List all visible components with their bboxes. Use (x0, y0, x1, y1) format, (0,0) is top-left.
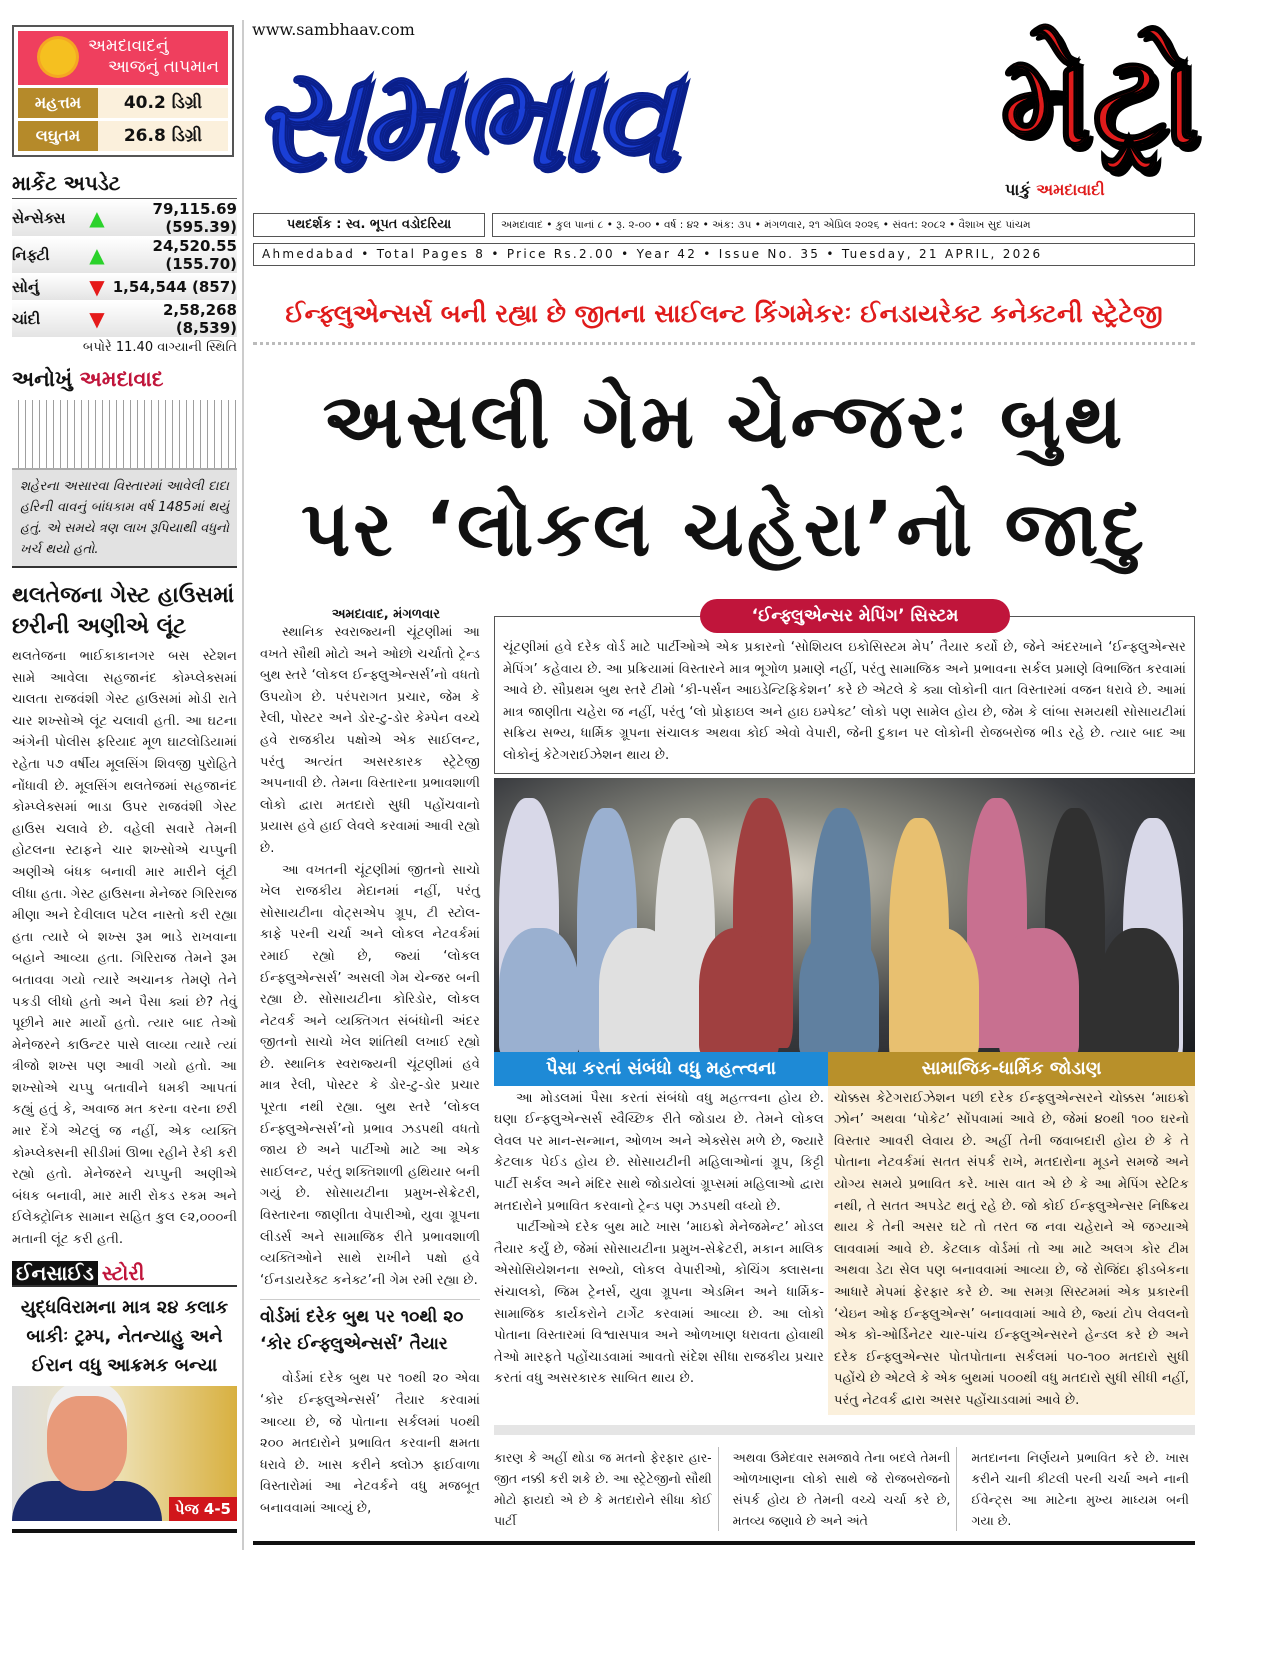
bottom-columns (494, 1425, 1195, 1531)
market-value: 1,54,544 (857) (112, 278, 237, 296)
market-row (12, 237, 237, 273)
dotted-divider (253, 342, 1195, 345)
trump-photo (12, 1386, 237, 1521)
min-value: 26.8 ડિગ્રી (123, 126, 203, 146)
page-ref[interactable]: પેજ 4-5 (169, 1497, 237, 1521)
max-temp-row (18, 88, 228, 118)
logo-sambhaav: સમભાવ (250, 38, 672, 201)
paragraph: આ મોડલમાં પૈસા કરતાં સંબંધો વધુ મહત્ત્વના હોય છે. ઘણા ઈન્ફ્લુએન્સર્સ સ્વૈચ્છિક રીતે જોડાય છે. તેમને લોકલ લેવલ પર માન-સન્માન, ઓળખ અને એક્સેસ મળે છે, જ્યારે કેટલાક પેઈડ હોય છે. સોસાયટીની મહિલાઓનાં ગ્રૂપ, કિટ્ટી પાર્ટી સર્કલ અને મંદિર સાથે જોડાયેલાં ગ્રૂપ્સમાં મહિલાઓ દ્વારા મતદારોને પ્રભાવિત કરવાનો ટ્રેન્ડ પણ ઝડપથી વધ્યો છે. (494, 1090, 824, 1214)
temp-title-2: આજનું તાપમાન (108, 57, 220, 77)
market-title: માર્કેટ અપડેટ (12, 171, 237, 199)
market-row (12, 200, 237, 236)
tagline-black: પાકું (1005, 180, 1031, 199)
photo-person (899, 928, 979, 1052)
section-header-relations: પૈસા કરતાં સંબંધો વધુ મહત્ત્વના (494, 1052, 828, 1086)
logo-metro: મેટ્રો (1000, 24, 1200, 176)
bottom-paragraph: મતદાનના નિર્ણયને પ્રભાવિત કરે છે. ખાસ કરીને ચાની કીટલી પરની ચર્ચા અને નાની ઈવેન્ટ્સ આ માટેના મુખ્ય માધ્યમ બની ગયા છે. (971, 1450, 1190, 1529)
inside-story (12, 1261, 237, 1521)
temp-title-1: અમદાવાદનું (88, 36, 169, 56)
thaltej-story (12, 580, 237, 1251)
inside-headline[interactable]: યુદ્ધવિરામના માત્ર ૨૪ કલાક બાકીઃ ટ્રમ્પ, નેતન્યાહુ અને ઈરાન વધુ આક્રમક બન્યા (20, 1296, 229, 1376)
thaltej-body: થલતેજના ભાઈકાકાનગર બસ સ્ટેશન સામે આવેલા સહજાનંદ કોમ્પ્લેક્સમાં ચાલતા રાજવંશી ગેસ્ટ હાઉસમાં મોડી રાતે ચાર શખ્સોએ લૂંટ ચલાવી હતી. આ ઘટના અંગેની પોલીસ ફરિયાદ મૂળ ઘાટલોડિયામાં રહેતા ૫૭ વર્ષીય મૂલસિંગ શિવજી પુરોહિતે નોંધાવી છે. મૂલસિંગ થલતેજમાં સહજાનંદ કોમ્પ્લેક્સમાં ભાડા ઉપર રાજવંશી ગેસ્ટ હાઉસ ચલાવે છે. વહેલી સવારે તેમની હોટલના સ્ટાફને ચાર શખ્સોએ ચપ્પુની અણીએ બંધક બનાવી માર મારીને લૂંટી લીધા હતા. ગેસ્ટ હાઉસના મેનેજર ગિરિરાજ મીણા અને દેવીલાલ પટેલ નાસ્તો કરી રહ્યા હતા ત્યારે બે શખ્સ રૂમ ભાડે રાખવાના બહાને આવ્યા હતા. ગિરિરાજ તેમને રૂમ બતાવવા ગયો ત્યારે અચાનક તેમણે તેને પકડી લીધો હતો અને પૈસા ક્યાં છે? તેવું પૂછીને માર માર્યો હતો. ત્યાર બાદ તેઓ મેનેજરને કાઉન્ટર પાસે લાવ્યા ત્યારે ત્યાં ત્રીજો શખ્સ પણ આવી ગયો હતો. આ શખ્સોએ ચપ્પુ બતાવીને ધમકી આપતાં કહ્યું હતું કે, અવાજ મત કરના વરના છરી માર દેંગે એટલું જ નહીં, એક વ્યક્તિ કોમ્પ્લેક્સની સીડીમાં ઊભા રહીને રેકી કરી રહ્યો હતો. મેનેજરને ચપ્પુની અણીએ બંધક બનાવી, માર મારી રોકડ રકમ અને ઈલેક્ટ્રોનિક સામાન સહિત કુલ ૯૨,૦૦૦ની મતાની લૂંટ કરી હતી. (12, 649, 237, 1248)
lead-paragraph: વોર્ડમાં દરેક બુથ પર ૧૦થી ૨૦ એવા ‘કોર ઈન્ફ્લુએન્સર્સ’ તૈયાર કરવામાં આવ્યા છે, જે પોતાના સર્કલમાં ૫૦થી ૨૦૦ મતદારોને પ્રભાવિત કરવાની ક્ષમતા ધરાવે છે. ખાસ કરીને ક્લોઝ ફાઈવાળા વિસ્તારોમાં આ નેટવર્કને વધુ મજબૂત બનાવવામાં આવ્યું છે, (260, 1371, 480, 1516)
lead-story (253, 298, 1195, 1545)
anokhu-title-red: અમદાવાદ (79, 367, 164, 391)
lead-headline[interactable] (253, 367, 1195, 583)
lead-subhead: વોર્ડમાં દરેક બુથ પર ૧૦થી ૨૦ ‘કોર ઈન્ફ્લુએન્સર્સ’ તૈયાર (260, 1299, 480, 1358)
inside-tag-red: સ્ટોરી (101, 1260, 145, 1285)
market-row (12, 301, 237, 337)
photo-person (499, 928, 579, 1052)
photo-person (699, 928, 779, 1052)
headline-line-2: પર ‘લોકલ ચહેરા’નો જાદુ (300, 484, 1148, 573)
inside-story-tag (12, 1261, 237, 1287)
footer-rule (253, 1541, 1195, 1545)
headline-line-1: અસલી ગેમ ચેન્જરઃ બુથ (322, 376, 1126, 465)
bottom-paragraph: અથવા ઉમેદવાર સમજાવે તેના બદલે તેમની ઓળખાણના લોકો સાથે જે રોજબરોજનો સંપર્ક હોય છે તેમની વચ્ચે ચર્ચા કરે છે, મતવ્ય જણાવે છે અને અંતે (733, 1447, 958, 1531)
anokhu-amdavad (12, 367, 237, 568)
dateline: અમદાવાદ, મંગળવાર (331, 607, 440, 622)
english-issue-info: Ahmedabad • Total Pages 8 • Price Rs.2.00 • Year 42 • Issue No. 35 • Tuesday, 21 APRIL, 2026 (253, 243, 1195, 266)
section-header-social: સામાજિક-ધાર્મિક જોડાણ (828, 1052, 1195, 1086)
paragraph: પાર્ટીઓએ દરેક બુથ માટે ખાસ ‘માઇક્રો મેનેજમેન્ટ’ મોડલ તૈયાર કર્યું છે, જેમાં સોસાયટીના પ્રમુખ-સેક્રેટરી, મકાન માલિક એસોસિયેશનના સભ્યો, લોકલ વેપારીઓ, કોચિંગ ક્લાસના સંચાલકો, જિમ ટ્રેનર્સ, યુવા ગ્રૂપના એડમિન અને ધાર્મિક-સામાજિક કાર્યકરોને ટાર્ગેટ કરવામાં આવ્યા છે. આ લોકો પોતાના વિસ્તારમાં વિશ્વાસપાત્ર અને ઓળખાણ ધરાવતા હોવાથી તેઓ મારફતે પહોંચાડવામાં આવતો સંદેશ સીધા રાજકીય પ્રચાર કરતાં વધુ અસરકારક સાબિત થાય છે. (494, 1220, 824, 1387)
lead-subheadline: ઈન્ફ્લુએન્સર્સ બની રહ્યા છે જીતના સાઈલન્ટ કિંગમેકરઃ ઈનડાયરેક્ટ કનેક્ટની સ્ટ્રેટેજી (285, 299, 1163, 328)
min-temp-row (18, 121, 228, 151)
market-value: 79,115.69 (595.39) (152, 200, 237, 236)
footer-rule-left (12, 1529, 237, 1533)
social-column: ચોક્કસ કેટેગરાઈઝેશન પછી દરેક ઈન્ફ્લુએન્સરને ચોક્કસ ‘માઇક્રો ઝોન’ અથવા ‘પોકેટ’ સોંપવામાં આવે છે, જેમાં ૪૦થી ૧૦૦ ઘરનો વિસ્તાર આવરી લેવાય છે. અહીં તેની જવાબદારી હોય છે કે તે પોતાના નેટવર્કમાં સતત સંપર્ક રાખે, મતદારોના મૂડને સમજે અને યોગ્ય સમયે પ્રભાવિત કરે. ખાસ વાત એ છે કે આ મેપિંગ સ્ટેટિક નથી, તે સતત અપડેટ થતું રહે છે. જો કોઈ ઈન્ફ્લુએન્સર નિષ્ક્રિય થાય કે તેની અસર ઘટે તો તરત જ નવા ચહેરાને એ જગ્યાએ લાવવામાં આવે છે. કેટલાક વોર્ડમાં તો આ માટે અલગ કોર ટીમ અથવા ડેટા સેલ પણ બનાવવામાં આવ્યા છે, જે રોજિંદા ફીડબેકના આધારે મેપમાં ફેરફાર કરે છે. આ સમગ્ર સિસ્ટમમાં એક પ્રકારની ‘ચેઇન ઓફ ઈન્ફ્લુએન્સ’ બનાવવામાં આવે છે, જ્યાં ટોપ લેવલનો એક કો-ઓર્ડિનેટર ચાર-પાંચ ઈન્ફ્લુએન્સરને હેન્ડલ કરે છે અને દરેક ઈન્ફ્લુએન્સર પોતપોતાના સર્કલમાં ૫૦-૧૦૦ મતદારો સુધી પહોંચે છે એટલે કે એક બુથમાં ૫૦૦થી વધુ મતદારો સુધી સીધી નહીં, પરંતુ નેટવર્ક દ્વારા અસર પહોંચાડવામાં આવે છે. (834, 1090, 1189, 1408)
skyline-illustration (12, 400, 237, 470)
market-name: ચાંદી (12, 310, 41, 328)
lead-body (253, 599, 1195, 1531)
tagline-red: અમદાવાદી (1036, 180, 1105, 199)
market-name: સોનું (12, 278, 40, 296)
sun-icon (40, 39, 76, 75)
photo-person (999, 928, 1079, 1052)
sub-columns (494, 1052, 1195, 1416)
temperature-header (18, 31, 228, 85)
lead-column-middle (260, 599, 480, 1531)
max-label: મહત્તમ (18, 88, 98, 118)
gujarati-issue-info: અમદાવાદ • કુલ પાનાં ૮ • રૂ. ૨-૦૦ • વર્ષ : ૪૨ • અંક: ૩૫ • મંગળવાર, ૨૧ એપ્રિલ ૨૦૨૬ • સંવત: ૨૦૮૨ • વૈશાખ સુદ પાંચમ (492, 213, 1195, 237)
market-value: 24,520.55 (155.70) (152, 237, 237, 273)
anokhu-title-black: અનોખું (12, 367, 73, 391)
market-update (12, 171, 237, 355)
founder-line: પથદર્શક : સ્વ. ભૂપત વડોદરિયા (253, 213, 485, 237)
anokhu-title (12, 367, 237, 392)
market-rows (12, 200, 237, 337)
lead-paragraph: આ વખતની ચૂંટણીમાં જીતનો સાચો ખેલ રાજકીય મેદાનમાં નહીં, પરંતુ સોસાયટીના વોટ્સએપ ગ્રૂપ, ટી સ્ટોલ-કાફે પરની ચર્ચા અને લોકલ નેટવર્કમાં રમાઈ રહ્યો છે, જ્યાં ‘લોકલ ઈન્ફ્લુએન્સર્સ’ અસલી ગેમ ચેન્જર બની રહ્યા છે. સોસાયટીના કોરિડોર, લોકલ નેટવર્ક અને વ્યક્તિગત સંબંધોની અંદર જીતનો સાચો ખેલ શાંતિથી લખાઈ રહ્યો છે. સ્થાનિક સ્વરાજ્યની ચૂંટણીમાં હવે માત્ર રેલી, પોસ્ટર કે ડોર-ટુ-ડોર પ્રચાર પૂરતા નથી રહ્યા. બુથ સ્તરે ‘લોકલ ઈન્ફ્લુએન્સર્સ’નો પ્રભાવ ઝડપથી વધતો જાય છે અને પાર્ટીઓ માટે આ એક સાઈલન્ટ, પરંતુ શક્તિશાળી હથિયાર બની ગયું છે. સોસાયટીના પ્રમુખ-સેક્રેટરી, વિસ્તારના જાણીતા વેપારીઓ, યુવા ગ્રૂપના લીડર્સ અને સામાજિક રીતે પ્રભાવશાળી વ્યક્તિઓને સાથે રાખીને પક્ષો હવે ‘ઈનડાયરેક્ટ કનેક્ટ’ની ગેમ રમી રહ્યા છે. (260, 862, 480, 1288)
inside-tag-black: ઈનસાઈડ (12, 1261, 98, 1285)
column-divider (242, 20, 244, 1550)
market-note: બપોરે 11.40 વાગ્યાની સ્થિતિ (82, 340, 237, 355)
left-sidebar (12, 25, 237, 1533)
market-value: 2,58,268 (8,539) (162, 301, 237, 337)
bottom-paragraph: કારણ કે અહીં થોડા જ મતનો ફેરફાર હાર-જીત નક્કી કરી શકે છે. આ સ્ટ્રેટેજીનો સૌથી મોટો ફાયદો એ છે કે મતદારોને સીધા કોઈ પાર્ટી (494, 1447, 719, 1531)
site-url[interactable]: www.sambhaav.com (252, 20, 415, 39)
relations-column (494, 1086, 828, 1394)
market-name: સેન્સેક્સ (12, 209, 66, 227)
photo-person (1099, 928, 1179, 1052)
temperature-box (12, 25, 234, 157)
masthead (250, 20, 1200, 210)
market-name: નિફ્ટી (12, 246, 50, 264)
mapping-box-text: ચૂંટણીમાં હવે દરેક વોર્ડ માટે પાર્ટીઓએ એક પ્રકારનો ‘સોશિયલ ઇકોસિસ્ટમ મેપ’ તૈયાર કર્યો છે, જેને અંદરખાને ‘ઈન્ફ્લુએન્સર મેપિંગ’ કહેવાય છે. આ પ્રક્રિયામાં વિસ્તારને માત્ર ભૂગોળ પ્રમાણે નહીં, પરંતુ સામાજિક અને પ્રભાવના સર્કલ પ્રમાણે વિભાજિત કરવામાં આવે છે. સૌપ્રથમ બુથ સ્તરે ટીમો ‘કી-પર્સન આઇડેન્ટિફિકેશન’ કરે છે એટલે કે ક્યા લોકોની વાત વિસ્તારમાં વજન ધરાવે છે. આમાં માત્ર જાણીતા ચહેરા જ નહીં, પરંતુ ‘લો પ્રોફાઇલ અને હાઇ ઇમ્પેક્ટ’ લોકો પણ સામેલ હોય છે, જેમ કે લાંબા સમયથી સોસાયટીમાં સક્રિય સભ્ય, ધાર્મિક ગ્રૂપના સંચાલક અથવા કોઈ એવો વેપારી, જેની દુકાન પર લોકોની રોજબરોજ ભીડ રહે છે. ત્યાર બાદ આ લોકોનું કેટેગરાઈઝેશન થાય છે. (494, 616, 1195, 774)
arrow-up-icon: ▲ (89, 206, 105, 230)
arrow-down-icon: ▼ (89, 307, 105, 331)
lead-column-right (494, 599, 1195, 1531)
photo-person (599, 928, 679, 1052)
max-value: 40.2 ડિગ્રી (123, 93, 203, 113)
tagline (1000, 180, 1200, 200)
mapping-label: ‘ઈન્ફ્લુએન્સર મેપિંગ’ સિસ્ટમ (700, 599, 1010, 633)
market-row (12, 274, 237, 300)
thaltej-headline[interactable]: થલતેજના ગેસ્ટ હાઉસમાં છરીની અણીએ લૂંટ (12, 583, 235, 639)
lead-photo (494, 778, 1195, 1052)
anokhu-text: શહેરના અસારવા વિસ્તારમાં આવેલી દાદા હરિની વાવનું બાંધકામ વર્ષ 1485માં થયું હતું. એ સમયે ત્રણ લાખ રૂપિયાથી વધુનો ખર્ચ થયો હતો. (12, 470, 237, 568)
arrow-down-icon: ▼ (89, 275, 105, 299)
min-label: લઘુતમ (18, 121, 98, 151)
arrow-up-icon: ▲ (89, 243, 105, 267)
lead-paragraph: સ્થાનિક સ્વરાજ્યની ચૂંટણીમાં આ વખતે સૌથી મોટો અને ઓછો ચર્ચાતો ટ્રેન્ડ બુથ સ્તરે ‘લોકલ ઈન્ફ્લુએન્સર્સ’નો વધતો ઉપયોગ છે. પરંપરાગત પ્રચાર, જેમ કે રેલી, પોસ્ટર અને ડોર-ટુ-ડોર કેમ્પેન વચ્ચે હવે રાજકીય પક્ષોએ એક સાઈલન્ટ, પરંતુ અત્યંત અસરકારક સ્ટ્રેટેજી અપનાવી છે. તેમના વિસ્તારના પ્રભાવશાળી લોકો દ્વારા મતદારો સુધી પહોંચવાનો પ્રયાસ હવે હાઈ લેવલે કરવામાં આવી રહ્યો છે. (260, 625, 480, 856)
photo-person (799, 928, 879, 1052)
